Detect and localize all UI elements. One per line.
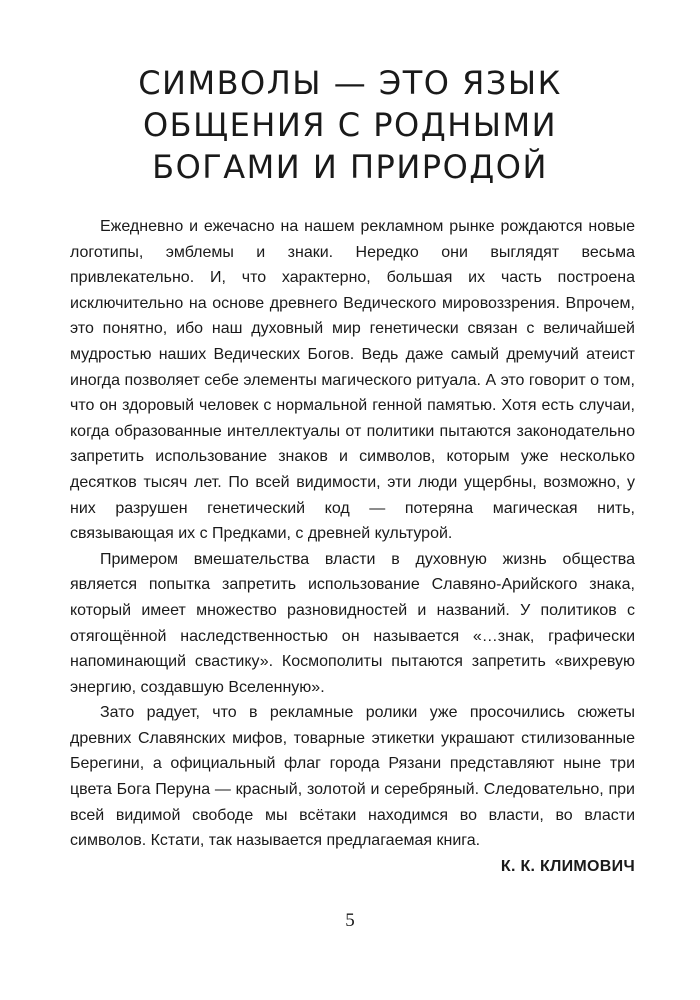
body-text	[70, 214, 635, 879]
chapter-title-line-2: ОБЩЕНИЯ С РОДНЫМИ	[142, 106, 558, 144]
chapter-title	[60, 62, 640, 188]
author-signature: К. К. КЛИМОВИЧ	[500, 857, 635, 875]
paragraph-1: Ежедневно и ежечасно на нашем рекламном рынке рождаются новые логотипы, эмблемы и знаки. Нередко они выглядят весьма привлекательно. И, что характерно, большая их часть построена исключительно на основе древнего Ведического мировоззрения. Впрочем, это понятно, ибо наш духовный мир генетически связан с величайшей мудростью наших Ведических Богов. Ведь даже самый дремучий атеист иногда позволяет себе элементы магического ритуала. А это говорит о том, что он здоровый человек с нормальной генной памятью. Хотя есть случаи, когда образованные интеллектуалы от политики пытаются законодательно запретить использование знаков и символов, которым уже несколько десятков тысяч лет. По всей видимости, эти люди ущербны, возможно, у них разрушен генетический код — потеряна магическая нить, связывающая их с Предками, с древней культурой.	[70, 218, 635, 543]
paragraph-3: Зато радует, что в рекламные ролики уже просочились сюжеты древних Славянских мифов, товарные этикетки украшают стилизованные Берегини, а официальный флаг города Рязани представляют ныне три цвета Бога Перуна — красный, золотой и серебряный. Следовательно, при всей видимой свободе мы всётаки находимся во власти, во власти символов. Кстати, так называется предлагаемая книга.	[70, 704, 635, 850]
page-number: 5	[345, 910, 355, 931]
chapter-title-line-3: БОГАМИ И ПРИРОДОЙ	[152, 148, 548, 186]
paragraph-2: Примером вмешательства власти в духовную жизнь общества является попытка запретить использование Славяно-Арийского знака, который имеет множество разновидностей и названий. У политиков с отягощённой наследственностью он называется «…знак, графически напоминающий свастику». Космополиты пытаются запретить «вихревую энергию, создавшую Вселенную».	[70, 550, 635, 696]
chapter-title-line-1: СИМВОЛЫ — ЭТО ЯЗЫК	[138, 64, 562, 102]
